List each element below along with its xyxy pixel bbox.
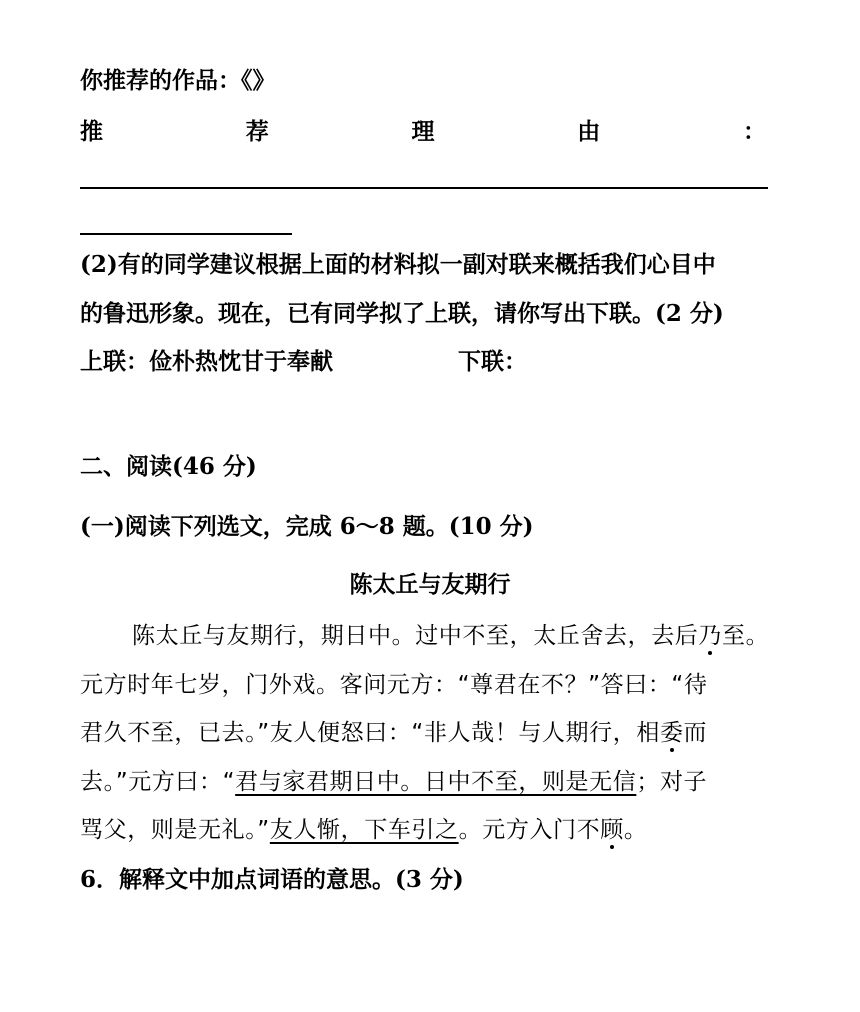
dotted-word: 乃: [698, 623, 723, 649]
passage-text: 。: [623, 817, 648, 843]
reason-char: ：: [743, 118, 766, 145]
passage-text: 。元方入门不: [458, 817, 601, 843]
underlined-sentence: 君与家君期日中。日中不至，则是无信: [235, 769, 637, 795]
passage-text: 至。: [722, 623, 770, 649]
passage-text: 而: [683, 720, 708, 746]
passage-title: 陈太丘与友期行: [349, 571, 511, 598]
passage-text: ；对子: [636, 769, 708, 795]
reason-char: 推: [80, 118, 103, 145]
dotted-word: 委: [659, 720, 684, 746]
passage-line-3: [80, 718, 707, 748]
lower-couplet-label: 下联：: [458, 348, 527, 375]
reason-label: [80, 117, 766, 147]
section-heading: 二、阅读(46 分): [80, 453, 257, 480]
dotted-word: 顾: [600, 817, 624, 843]
passage-line-2: 元方时年七岁，门外戏。客问元方：“尊君在不？”答曰：“待: [80, 672, 708, 698]
answer-line-short: [80, 233, 292, 235]
reason-char: 由: [577, 118, 601, 145]
recommended-work-label: 你推荐的作品：《》: [80, 67, 276, 94]
reason-char: 荐: [245, 118, 269, 145]
passage-text: 骂父，则是无礼。”: [80, 817, 270, 843]
answer-line-long: [80, 187, 768, 189]
passage-line-5: [80, 815, 647, 845]
passage-line-4: [80, 767, 707, 797]
q2-prompt-line2: 的鲁迅形象。现在，已有同学拟了上联，请你写出下联。(2 分): [80, 300, 724, 327]
passage-text: 君久不至，已去。”友人便怒曰：“非人哉！与人期行，相: [80, 720, 660, 746]
section-subheading: (一)阅读下列选文，完成 6～8 题。(10 分): [80, 513, 534, 540]
passage-text: 陈太丘与友期行，期日中。过中不至，太丘舍去，去后: [132, 623, 699, 649]
underlined-sentence: 友人惭，下车引之: [269, 817, 459, 843]
passage-text: 去。”元方曰：“: [80, 769, 236, 795]
upper-couplet: 上联：俭朴热忱甘于奉献: [80, 348, 333, 375]
passage-line-1: [132, 621, 769, 651]
reason-char: 理: [411, 118, 435, 145]
q2-prompt-line1: (2)有的同学建议根据上面的材料拟一副对联来概括我们心目中: [80, 251, 716, 278]
question-6: 6．解释文中加点词语的意思。(3 分): [80, 866, 464, 893]
